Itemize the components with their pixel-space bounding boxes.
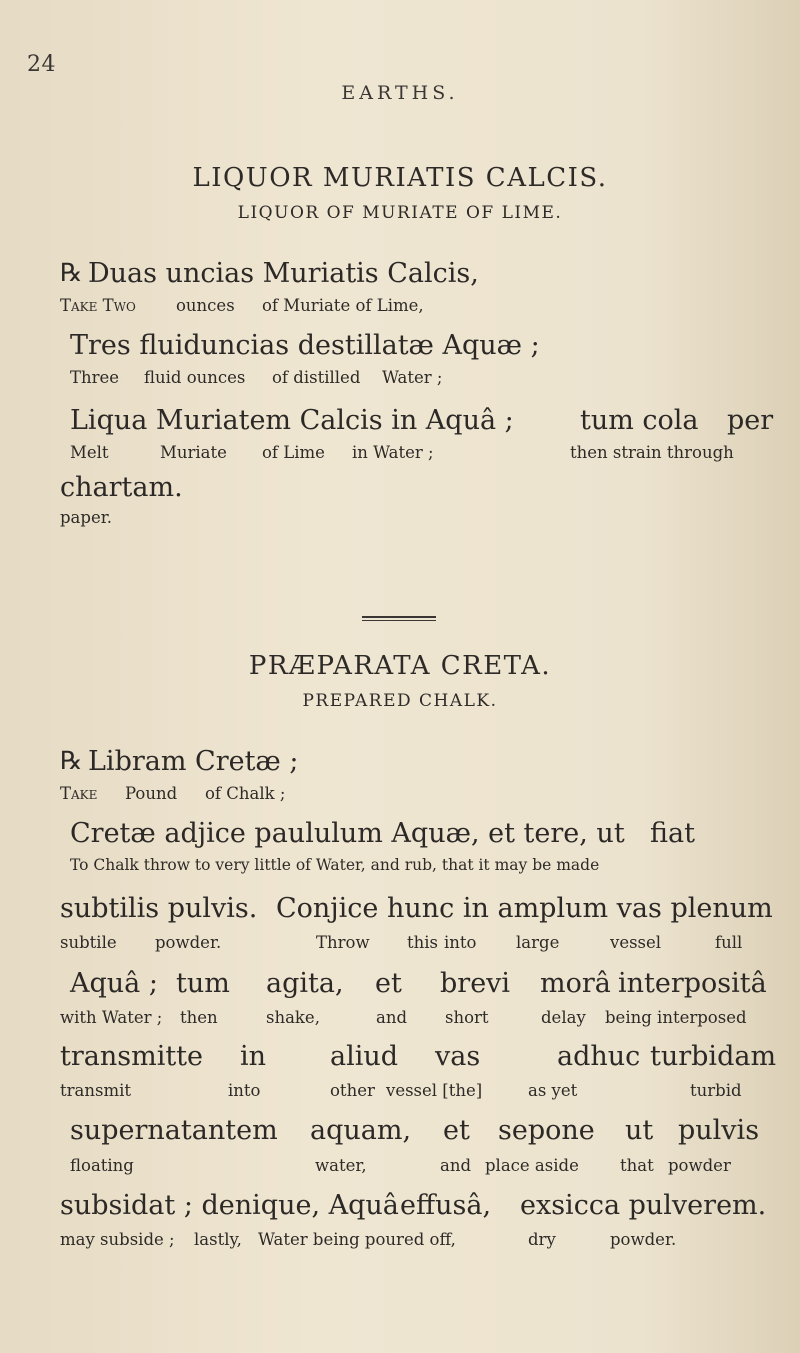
english-text: Take Two [60, 296, 136, 315]
english-text: Water being poured off, [258, 1230, 456, 1249]
latin-text: aquam, [310, 1115, 412, 1146]
latin-text: ut [625, 1115, 654, 1146]
english-text: To Chalk throw to very little of Water, and rub, that it may be made [70, 856, 600, 874]
latin-text: Duas uncias Muriatis Calcis, [88, 258, 479, 289]
section-subtitle-creta: PREPARED CHALK. [302, 691, 498, 711]
latin-text: Cretæ adjice paululum Aquæ, et tere, ut [70, 818, 625, 849]
english-text: water, [315, 1156, 367, 1175]
latin-text: et [375, 968, 402, 999]
section-subtitle-liquor: LIQUOR OF MURIATE OF LIME. [237, 203, 563, 223]
recipe-symbol: ℞ [60, 746, 83, 775]
english-text: fluid ounces [144, 368, 246, 387]
running-head: EARTHS. [341, 82, 459, 104]
latin-text: adhuc [557, 1041, 641, 1072]
latin-text: subtilis pulvis. [60, 893, 258, 924]
english-text: vessel [the] [386, 1081, 483, 1100]
latin-text: tum cola [580, 405, 699, 436]
latin-text: exsicca pulverem. [520, 1190, 767, 1221]
latin-text: effusâ, [400, 1190, 492, 1221]
english-text: powder. [610, 1230, 677, 1249]
english-text: Muriate [160, 443, 227, 462]
latin-text: tum [176, 968, 230, 999]
english-text: turbid [690, 1081, 742, 1100]
english-text: dry [528, 1230, 556, 1249]
latin-text: interpositâ [618, 968, 767, 999]
latin-text: chartam. [60, 472, 183, 503]
english-text: into [444, 933, 477, 952]
english-text: ounces [176, 296, 235, 315]
latin-text: supernatantem [70, 1115, 278, 1146]
english-text: as yet [528, 1081, 578, 1100]
english-text: transmit [60, 1081, 132, 1100]
english-text: large [516, 933, 560, 952]
english-text: may subside ; [60, 1230, 175, 1249]
english-text: Throw [316, 933, 370, 952]
english-text: and [440, 1156, 472, 1175]
english-text: floating [70, 1156, 134, 1175]
english-text: subtile [60, 933, 117, 952]
english-text: with Water ; [60, 1008, 163, 1027]
page-number: 24 [27, 52, 56, 77]
latin-text: in [240, 1041, 267, 1072]
latin-text: Liqua Muriatem Calcis in Aquâ ; [70, 405, 514, 436]
english-text: then strain through [570, 443, 734, 462]
english-text: this [407, 933, 439, 952]
english-text: of Muriate of Lime, [262, 296, 424, 315]
latin-text: sepone [498, 1115, 595, 1146]
english-text: shake, [266, 1008, 320, 1027]
english-text: other [330, 1081, 375, 1100]
english-text: Melt [70, 443, 109, 462]
english-text: place aside [485, 1156, 579, 1175]
english-text: Pound [125, 784, 178, 803]
latin-text: pulvis [678, 1115, 760, 1146]
latin-text: morâ [540, 968, 611, 999]
section-title-liquor: LIQUOR MURIATIS CALCIS. [192, 163, 608, 193]
english-text: full [715, 933, 743, 952]
latin-text: fiat [650, 818, 695, 849]
latin-text: Libram Cretæ ; [88, 746, 299, 777]
latin-text: et [443, 1115, 470, 1146]
latin-text: turbidam [650, 1041, 777, 1072]
latin-text: brevi [440, 968, 511, 999]
latin-text: Conjice hunc in amplum vas plenum [276, 893, 773, 924]
english-text: that [620, 1156, 654, 1175]
english-text: lastly, [194, 1230, 242, 1249]
english-text: Three [70, 368, 120, 387]
english-text: and [376, 1008, 408, 1027]
latin-text: Tres fluiduncias destillatæ Aquæ ; [70, 330, 540, 361]
latin-text: vas [435, 1041, 481, 1072]
english-text: of Chalk ; [205, 784, 286, 803]
latin-text: subsidat ; denique, Aquâ [60, 1190, 399, 1221]
english-text: of Lime [262, 443, 325, 462]
english-text: short [445, 1008, 489, 1027]
recipe-symbol: ℞ [60, 258, 83, 287]
latin-text: aliud [330, 1041, 399, 1072]
latin-text: per [727, 405, 774, 436]
english-text: into [228, 1081, 261, 1100]
latin-text: Aquâ ; [70, 968, 158, 999]
english-text: powder. [155, 933, 222, 952]
english-text: powder [668, 1156, 731, 1175]
english-text: Take [60, 784, 98, 803]
english-text: delay [541, 1008, 586, 1027]
english-text: being interposed [605, 1008, 747, 1027]
section-title-creta: PRÆPARATA CRETA. [248, 651, 552, 681]
english-text: paper. [60, 508, 113, 527]
section-divider [362, 616, 436, 618]
english-text: vessel [610, 933, 662, 952]
english-text: in Water ; [352, 443, 434, 462]
english-text: of distilled [272, 368, 361, 387]
english-text: then [180, 1008, 218, 1027]
section-divider [362, 620, 436, 621]
english-text: Water ; [382, 368, 443, 387]
latin-text: agita, [266, 968, 344, 999]
latin-text: transmitte [60, 1041, 204, 1072]
